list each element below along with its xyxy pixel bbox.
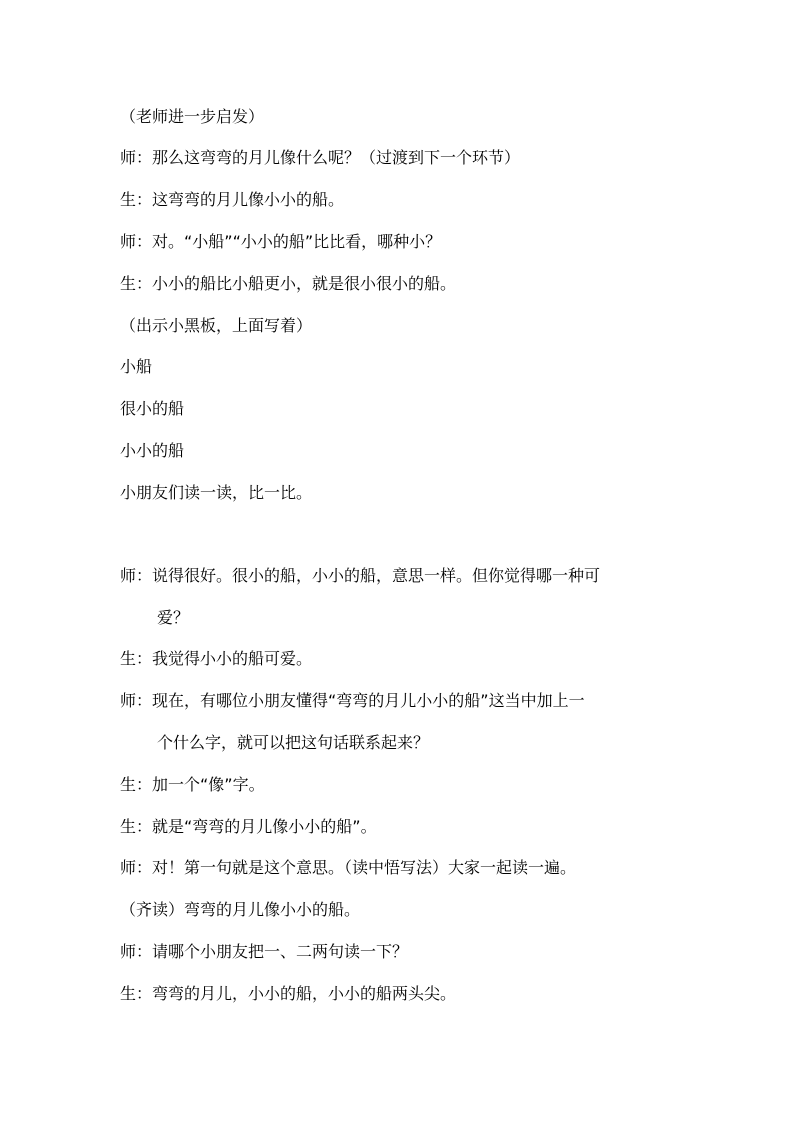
text-line-14: 师：现在，有哪位小朋友懂得“弯弯的月儿小小的船”这当中加上一 <box>120 691 585 710</box>
text-line-5: 生：小小的船比小船更小，就是很小很小的船。 <box>120 274 457 293</box>
text-line-1: （老师进一步启发） <box>120 107 265 126</box>
text-line-20: 师：请哪个小朋友把一、二两句读一下？ <box>120 942 409 961</box>
text-line-18: 师：对！第一句就是这个意思。（读中悟写法）大家一起读一遍。 <box>120 858 577 877</box>
text-line-19: （齐读）弯弯的月儿像小小的船。 <box>120 900 361 919</box>
text-line-12: 爱？ <box>157 608 190 627</box>
text-line-15: 个什么字，就可以把这句话联系起来？ <box>157 733 430 752</box>
text-line-9: 小小的船 <box>120 441 185 460</box>
text-line-17: 生：就是“弯弯的月儿像小小的船”。 <box>120 817 377 836</box>
text-line-8: 很小的船 <box>120 399 185 418</box>
text-line-13: 生：我觉得小小的船可爱。 <box>120 649 313 668</box>
text-line-6: （出示小黑板，上面写着） <box>120 316 313 335</box>
text-line-21: 生：弯弯的月儿，小小的船，小小的船两头尖。 <box>120 984 457 1003</box>
text-line-7: 小船 <box>120 357 153 376</box>
text-line-2: 师：那么这弯弯的月儿像什么呢？（过渡到下一个环节） <box>120 148 521 167</box>
text-line-3: 生：这弯弯的月儿像小小的船。 <box>120 190 345 209</box>
text-line-16: 生：加一个“像”字。 <box>120 775 265 794</box>
text-line-4: 师：对。“小船”“小小的船”比比看，哪种小？ <box>120 232 442 251</box>
text-line-10: 小朋友们读一读，比一比。 <box>120 483 313 502</box>
text-line-11: 师：说得很好。很小的船，小小的船，意思一样。但你觉得哪一种可 <box>120 566 601 585</box>
